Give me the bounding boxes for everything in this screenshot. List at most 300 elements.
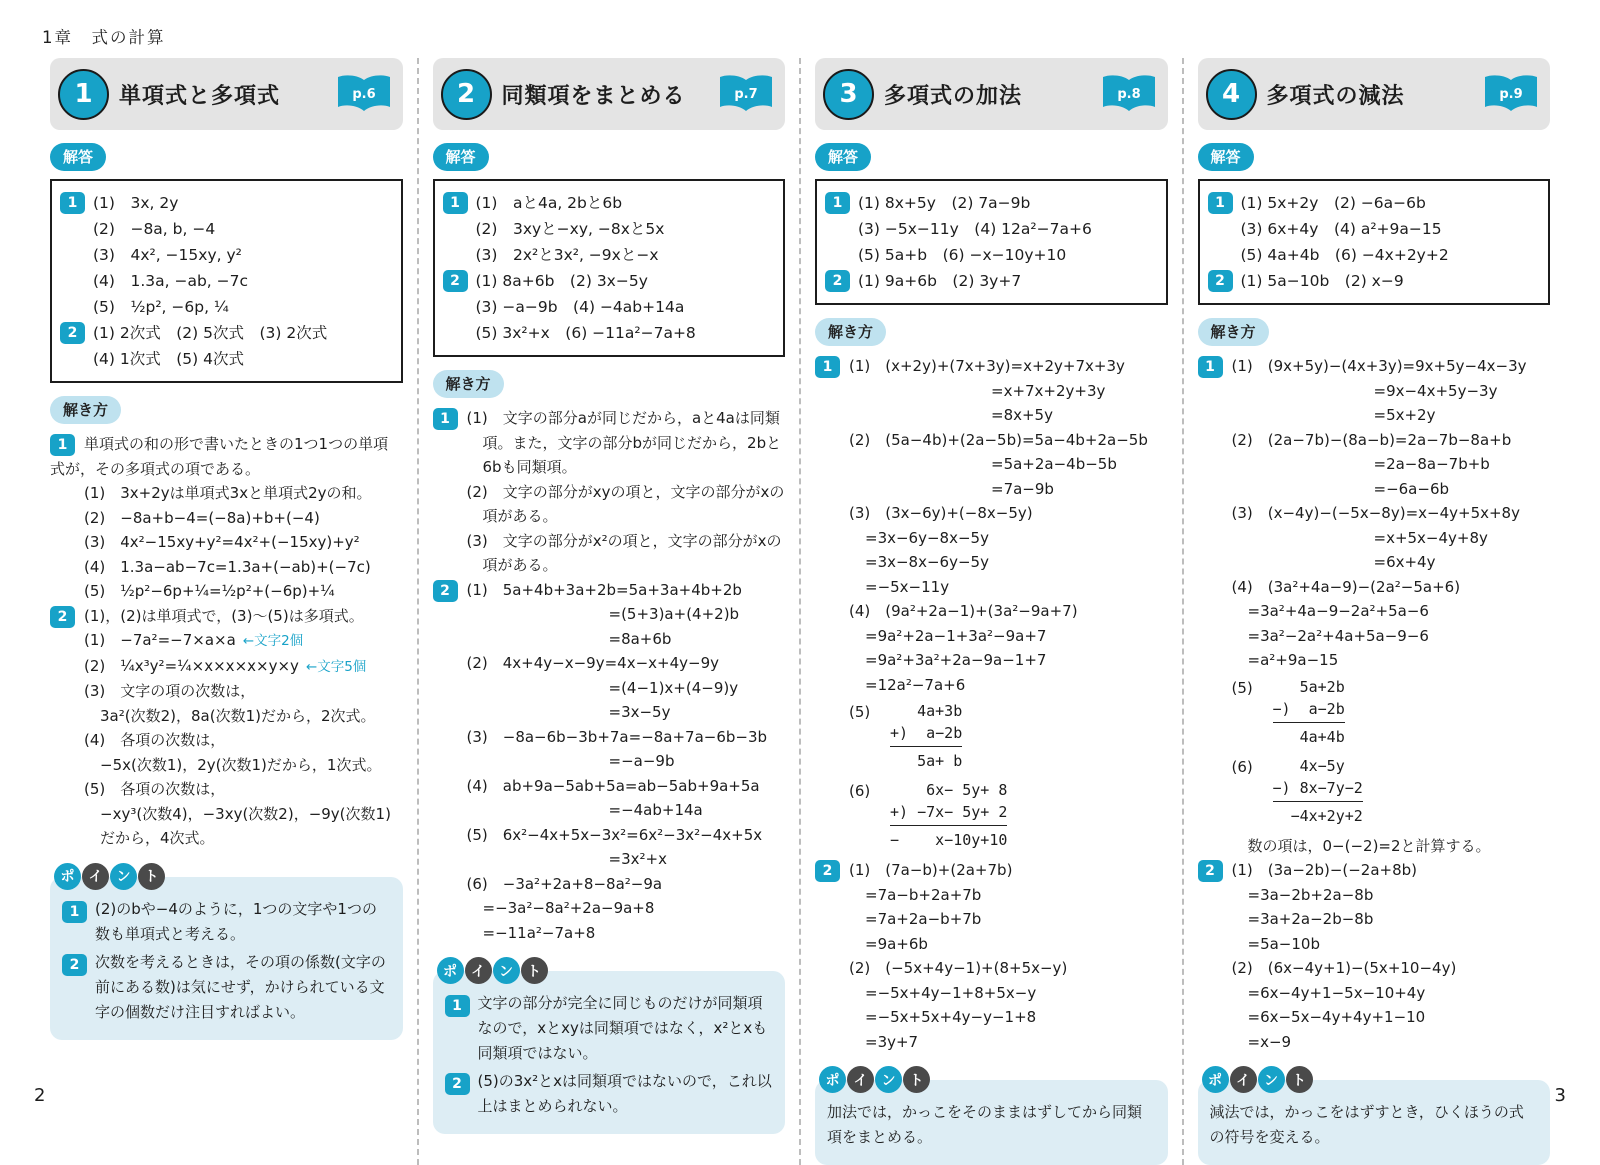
howto-line [815, 599, 1168, 624]
howto-line [865, 883, 1168, 908]
howto-text: =9a+6b [865, 934, 928, 953]
howto-line [609, 602, 786, 627]
howto-line [433, 578, 786, 603]
howto-line [50, 628, 403, 654]
howto-line [433, 529, 786, 578]
answer-row [60, 268, 393, 294]
howto-line [50, 432, 403, 481]
point-item-text: 加法では，かっこをそのままはずしてから同類項をまとめる。 [827, 1103, 1143, 1146]
howto-line [815, 354, 1168, 379]
point-item-badge: 1 [445, 995, 470, 1017]
howto-line [865, 981, 1168, 1006]
problem-number-badge: 1 [815, 356, 840, 378]
howto-text: =2a−8a−7b+b [1373, 455, 1490, 473]
point-letter-icon: ポ [819, 1066, 846, 1093]
howto-text: (3) −8a−6b−3b+7a=−8a+7a−6b−3b [466, 727, 768, 746]
answer-pill-row [815, 143, 1168, 171]
problem-number-badge: 1 [433, 408, 458, 430]
howto-line [100, 704, 403, 729]
howto-text: (2) −8a+b−4=(−8a)+b+(−4) [84, 508, 320, 527]
vertical-calc-table [887, 700, 965, 772]
answer-row [60, 216, 393, 242]
howto-line [1248, 1030, 1551, 1055]
point-item [62, 897, 391, 947]
howto-line [815, 428, 1168, 453]
section-number-circle: 4 [1206, 69, 1257, 120]
howto-text: (1) (x+2y)+(7x+3y)=x+2y+7x+3y [849, 357, 1125, 375]
section-number-circle: 3 [823, 69, 874, 120]
vertical-calc-label: (5) [1231, 678, 1253, 697]
vertical-calc [1198, 755, 1551, 827]
howto-line [100, 802, 403, 827]
point-letter-icon: ン [493, 957, 520, 984]
howto-line [1374, 379, 1551, 404]
howto-text: (1) (3a−2b)−(−2a+8b) [1231, 861, 1418, 879]
answer-text: (1) 2次式 (2) 5次式 (3) 2次式 [93, 324, 328, 342]
problem-number-badge: 1 [60, 192, 85, 214]
section-header [815, 58, 1168, 130]
howto-line [1198, 354, 1551, 379]
howto-section [815, 354, 1168, 1054]
point-letter-icon: ト [138, 863, 165, 890]
howto-text: =3x−6y−8x−5y [865, 528, 989, 547]
vertical-calc-label: (6) [1231, 757, 1253, 776]
howto-line [433, 774, 786, 799]
vertical-calc [815, 779, 1168, 851]
point-letter-icon: ン [110, 863, 137, 890]
vertical-calc-table [887, 779, 1010, 851]
answer-text: (5) 5a+b (6) −x−10y+10 [858, 246, 1067, 264]
howto-text: (1) 文字の部分aが同じだから，aと4aは同類項。また，文字の部分bが同じだから，2bと6bも同類項。 [466, 409, 782, 476]
point-box [50, 877, 403, 1040]
howto-line [483, 921, 786, 946]
howto-text: (2) (2a−7b)−(8a−b)=2a−7b−8a+b [1231, 430, 1512, 449]
howto-line [1248, 981, 1551, 1006]
howto-text: (4) (3a²+4a−9)−(2a²−5a+6) [1231, 577, 1461, 596]
answer-row [443, 294, 776, 320]
point-header [1202, 1066, 1551, 1093]
howto-line [1374, 526, 1551, 551]
answer-row [60, 190, 393, 216]
howto-line [100, 753, 403, 778]
book-icon [335, 73, 393, 115]
howto-text: =3a²−2a²+4a+5a−9−6 [1247, 626, 1429, 645]
vertical-calc-row: − x−10y+10 [890, 831, 1008, 849]
howto-line [1374, 452, 1551, 477]
answer-row [443, 216, 776, 242]
howto-line [865, 648, 1168, 673]
answer-row [60, 320, 393, 346]
answer-pill-row [50, 143, 403, 171]
howto-line [50, 506, 403, 531]
howto-line [433, 406, 786, 480]
answer-row [443, 242, 776, 268]
vertical-calc-row: 4a+3b [917, 702, 963, 720]
point-letter-icon: ン [1258, 1066, 1285, 1093]
point-item-text: (2)のbや−4のように，1つの文字や1つの数も単項式と考える。 [95, 899, 377, 943]
answer-box [433, 179, 786, 357]
howto-text: =8x+5y [991, 406, 1053, 424]
vertical-calc-row: 4a+4b [1299, 727, 1345, 746]
howto-line [433, 823, 786, 848]
answer-row [443, 190, 776, 216]
howto-line [865, 1030, 1168, 1055]
howto-text: (1) 3x+2yは単項式3xと単項式2yの和。 [84, 484, 372, 502]
section-header [433, 58, 786, 130]
point-letter-icon: ト [521, 957, 548, 984]
problem-number-badge: 1 [443, 192, 468, 214]
howto-section [433, 406, 786, 945]
howto-text: =−6a−6b [1373, 479, 1450, 498]
arrow-annotation: ←文字5個 [305, 658, 367, 675]
point-item [827, 1100, 1156, 1150]
howto-text: =7a−b+2a+7b [865, 885, 982, 904]
problem-number-badge: 2 [443, 270, 468, 292]
howto-text: (2) 4x+4y−x−9y=4x−x+4y−9y [466, 654, 720, 672]
answer-row [1208, 216, 1541, 242]
howto-line [50, 530, 403, 555]
answer-box [1198, 179, 1551, 305]
howto-text: =3a²+4a−9−2a²+5a−6 [1247, 602, 1429, 620]
howto-text: (3) 4x²−15xy+y²=4x²+(−15xy)+y² [84, 533, 360, 551]
page-ref-label: p.9 [1499, 87, 1523, 102]
answer-row [825, 242, 1158, 268]
howto-pill-row [815, 318, 1168, 346]
point-item [62, 950, 391, 1025]
howto-text: (2) (5a−4b)+(2a−5b)=5a−4b+2a−5b [849, 430, 1148, 449]
answer-text: (5) ½p², −6p, ¼ [93, 298, 229, 316]
howto-text: (1) 5a+4b+3a+2b=5a+3a+4b+2b [466, 580, 742, 599]
answer-text: (3) 4x², −15xy, y² [93, 246, 242, 264]
howto-text: (4) 1.3a−ab−7c=1.3a+(−ab)+(−7c) [84, 557, 371, 576]
howto-text: (1) (9x+5y)−(4x+3y)=9x+5y−4x−3y [1231, 357, 1527, 375]
howto-text: (3) (3x−6y)+(−8x−5y) [849, 504, 1033, 522]
howto-text: (4) (9a²+2a−1)+(3a²−9a+7) [849, 602, 1078, 620]
point-letter-icon: イ [847, 1066, 874, 1093]
howto-line [50, 679, 403, 704]
point-box [433, 971, 786, 1134]
howto-section-pill: 解き方 [50, 396, 121, 424]
answer-row [825, 268, 1158, 294]
point-letter-icon: ト [1286, 1066, 1313, 1093]
howto-line [1248, 1005, 1551, 1030]
howto-text: (1)，(2)は単項式で，(3)〜(5)は多項式。 [84, 606, 364, 625]
answer-text: (1) 9a+6b (2) 3y+7 [858, 272, 1022, 290]
answer-pill-row [1198, 143, 1551, 171]
howto-text: (5) ½p²−6p+¼=½p²+(−6p)+¼ [84, 582, 335, 600]
howto-line [1248, 907, 1551, 932]
answer-row [1208, 242, 1541, 268]
howto-text: (4) 各項の次数は， [84, 731, 226, 749]
vertical-calc-row: 6x− 5y+ 8 [926, 781, 1008, 799]
point-item [445, 1069, 774, 1119]
section-number-circle: 2 [441, 69, 492, 120]
howto-line [815, 858, 1168, 883]
howto-text: =12a²−7a+6 [865, 675, 966, 694]
howto-text: (4) ab+9a−5ab+5a=ab−5ab+9a+5a [466, 776, 760, 795]
howto-text: =x+5x−4y+8y [1373, 528, 1488, 547]
howto-text: 数の項は，0−(−2)=2と計算する。 [1247, 836, 1491, 855]
howto-text: =9x−4x+5y−3y [1373, 381, 1498, 400]
answer-section-pill: 解答 [433, 143, 489, 171]
point-letter-icon: イ [82, 863, 109, 890]
howto-text: =9a²+2a−1+3a²−9a+7 [865, 626, 1047, 645]
answer-row [825, 216, 1158, 242]
howto-text: だから，4次式。 [100, 829, 215, 847]
vertical-calc-table [1270, 676, 1348, 748]
howto-text: (2) ¼x³y²=¼×x×x×x×y×y [84, 656, 299, 675]
howto-text: (3) 文字の項の次数は， [84, 682, 256, 700]
answer-row [1208, 268, 1541, 294]
vertical-calc-row: −4x+2y+2 [1290, 806, 1363, 825]
howto-line [1248, 599, 1551, 624]
answer-text: (1) 5x+2y (2) −6a−6b [1240, 194, 1426, 212]
problem-number-badge: 2 [815, 860, 840, 882]
howto-line [50, 555, 403, 580]
book-icon [717, 73, 775, 115]
answer-text: (1) 8a+6b (2) 3x−5y [475, 272, 648, 290]
howto-line [50, 579, 403, 604]
point-letter-icon: ン [875, 1066, 902, 1093]
problem-number-badge: 1 [825, 192, 850, 214]
howto-line [1374, 550, 1551, 575]
answer-text: (4) 1次式 (5) 4次式 [93, 350, 244, 368]
answer-row [60, 242, 393, 268]
answer-text: (2) 3xyと−xy, −8xと5x [475, 220, 665, 238]
howto-text: =7a−9b [991, 479, 1054, 498]
howto-line [609, 847, 786, 872]
howto-line [1248, 932, 1551, 957]
howto-section [50, 432, 403, 851]
howto-line [50, 654, 403, 680]
howto-text: =3a+2a−2b−8b [1247, 910, 1374, 928]
howto-line [1248, 648, 1551, 673]
howto-line [991, 403, 1168, 428]
howto-line [991, 452, 1168, 477]
howto-text: (1) (7a−b)+(2a+7b) [849, 861, 1013, 879]
problem-number-badge: 2 [50, 606, 75, 628]
section-title: 多項式の減法 [1266, 83, 1405, 109]
point-letter-icon: ポ [1202, 1066, 1229, 1093]
howto-line [815, 501, 1168, 526]
problem-number-badge: 2 [433, 580, 458, 602]
howto-text: (6) −3a²+2a+8−8a²−9a [466, 874, 663, 893]
howto-pill-row [50, 396, 403, 424]
column-4 [1182, 58, 1565, 1165]
answer-text: (3) −a−9b (4) −4ab+14a [475, 298, 685, 316]
howto-line [865, 932, 1168, 957]
problem-number-badge: 1 [50, 434, 75, 456]
arrow-annotation: ←文字2個 [242, 633, 304, 649]
howto-text: =3x−8x−6y−5y [865, 553, 989, 571]
howto-line [609, 749, 786, 774]
howto-line [100, 826, 403, 851]
howto-text: =−4ab+14a [608, 801, 703, 819]
howto-section-pill: 解き方 [1198, 318, 1269, 346]
howto-text: =3x−5y [608, 703, 671, 721]
howto-text: 単項式の和の形で書いたときの1つ1つの単項式が，その多項式の項である。 [50, 435, 389, 478]
section-title: 多項式の加法 [884, 83, 1023, 109]
vertical-calc-row: 4x−5y [1299, 756, 1363, 775]
vertical-calc-row: 5a+ b [917, 752, 963, 770]
howto-text: (5) 各項の次数は， [84, 780, 226, 798]
vertical-calc-row: +) −7x− 5y+ 2 [890, 801, 1007, 826]
answer-text: (3) −5x−11y (4) 12a²−7a+6 [858, 220, 1092, 238]
answer-text: (4) 1.3a, −ab, −7c [93, 272, 249, 290]
vertical-calc-label: (6) [849, 782, 871, 800]
answer-section-pill: 解答 [50, 143, 106, 171]
howto-text: (2) (6x−4y+1)−(5x+10−4y) [1231, 959, 1457, 977]
howto-text: −5x(次数1)，2y(次数1)だから，1次式。 [100, 755, 382, 774]
problem-number-badge: 1 [1208, 192, 1233, 214]
howto-line [433, 651, 786, 676]
howto-text: =x−9 [1247, 1032, 1292, 1051]
point-header [819, 1066, 1168, 1093]
page-number-left: 2 [34, 1085, 46, 1106]
howto-text: =6x−5x−4y+4y+1−10 [1247, 1008, 1426, 1026]
howto-line [865, 624, 1168, 649]
point-letter-icon: ポ [437, 957, 464, 984]
howto-line [991, 379, 1168, 404]
answer-text: (5) 4a+4b (6) −4x+2y+2 [1240, 246, 1449, 264]
section-header [1198, 58, 1551, 130]
howto-line [1198, 428, 1551, 453]
howto-text: =5a+2a−4b−5b [991, 455, 1117, 473]
howto-section [1198, 354, 1551, 1054]
howto-text: =−3a²−8a²+2a−9a+8 [482, 899, 655, 917]
howto-line [1248, 883, 1551, 908]
point-letter-icon: イ [1230, 1066, 1257, 1093]
howto-line [50, 604, 403, 629]
howto-line [865, 1005, 1168, 1030]
answer-text: (1) 5a−10b (2) x−9 [1240, 272, 1404, 290]
vertical-calc [815, 700, 1168, 772]
howto-line [609, 700, 786, 725]
howto-text: =5a−10b [1247, 934, 1320, 953]
howto-line [1198, 858, 1551, 883]
howto-line [1248, 624, 1551, 649]
vertical-calc-row: 5a+2b [1299, 677, 1345, 696]
point-header [54, 863, 403, 890]
howto-section-pill: 解き方 [433, 370, 504, 398]
howto-text: (2) (−5x+4y−1)+(8+5x−y) [849, 959, 1068, 977]
howto-text: (3) 文字の部分がx²の項と，文字の部分がxの項がある。 [466, 531, 782, 574]
book-icon [1482, 73, 1540, 115]
howto-text: (3) (x−4y)−(−5x−8y)=x−4y+5x+8y [1231, 504, 1520, 522]
howto-line [433, 725, 786, 750]
point-header [437, 957, 786, 984]
howto-line [1198, 575, 1551, 600]
howto-text: =5x+2y [1373, 406, 1436, 424]
howto-text: (2) 文字の部分がxyの項と，文字の部分がxの項がある。 [466, 482, 785, 525]
columns-container [36, 58, 1564, 1165]
howto-pill-row [1198, 318, 1551, 346]
column-2 [417, 58, 800, 1165]
page-number-right: 3 [1554, 1085, 1566, 1106]
howto-line [865, 907, 1168, 932]
howto-text: −xy³(次数4)，−3xy(次数2)，−9y(次数1) [100, 804, 391, 823]
howto-line [1198, 956, 1551, 981]
vertical-calc-row: −) 8x−7y−2 [1273, 777, 1363, 802]
page-ref-label: p.8 [1116, 87, 1141, 102]
problem-number-badge: 2 [825, 270, 850, 292]
point-item-text: 減法では，かっこをはずすとき，ひくほうの式の符号を変える。 [1209, 1103, 1524, 1146]
point-item-text: 次数を考えるときは，その項の係数(文字の前にある数)は気にせず，かけられている文字の個数だけ注目すればよい。 [95, 952, 386, 1021]
point-item-badge: 2 [445, 1073, 470, 1095]
howto-text: =7a+2a−b+7b [865, 910, 982, 928]
answer-section-pill: 解答 [815, 143, 871, 171]
vertical-calc-table [1270, 755, 1366, 827]
howto-line [433, 872, 786, 897]
point-item-badge: 1 [62, 901, 87, 923]
howto-text: =8a+6b [608, 629, 672, 648]
chapter-label: 1章 式の計算 [42, 28, 166, 47]
vertical-calc-row: −) a−2b [1273, 698, 1345, 723]
howto-line [1248, 834, 1551, 859]
point-item-text: (5)の3x²とxは同類項ではないので，これ以上はまとめられない。 [477, 1072, 772, 1115]
book-icon [1100, 73, 1158, 115]
problem-number-badge: 2 [1208, 270, 1233, 292]
howto-line [50, 728, 403, 753]
section-title: 単項式と多項式 [119, 83, 281, 109]
section-header [50, 58, 403, 130]
howto-text: 3a²(次数2)，8a(次数1)だから，2次式。 [100, 706, 376, 725]
answer-pill-row [433, 143, 786, 171]
howto-line [1198, 501, 1551, 526]
howto-text: =9a²+3a²+2a−9a−1+7 [865, 651, 1047, 669]
howto-line [609, 798, 786, 823]
howto-line [50, 481, 403, 506]
point-item-text: 文字の部分が完全に同じものだけが同類項なので，xとxyは同類項ではなく，x²とxも同類項ではない。 [477, 994, 768, 1062]
howto-text: =6x+4y [1373, 553, 1436, 571]
answer-text: (3) 2x²と3x², −9xと−x [475, 246, 659, 264]
vertical-calc [1198, 676, 1551, 748]
answer-text: (2) −8a, b, −4 [93, 220, 216, 238]
howto-text: =−a−9b [608, 752, 675, 770]
point-item-badge: 2 [62, 954, 87, 976]
howto-line [865, 550, 1168, 575]
howto-text: =−5x+4y−1+8+5x−y [865, 983, 1037, 1002]
page-ref-label: p.7 [734, 87, 758, 102]
point-item [445, 991, 774, 1066]
vertical-calc-label: (5) [849, 703, 871, 721]
point-letter-icon: ポ [54, 863, 81, 890]
answer-section-pill: 解答 [1198, 143, 1254, 171]
answer-row [1208, 190, 1541, 216]
howto-text: =a²+9a−15 [1247, 651, 1339, 669]
howto-text: =3a−2b+2a−8b [1247, 885, 1374, 904]
section-title: 同類項をまとめる [501, 83, 686, 109]
howto-text: =3y+7 [865, 1032, 919, 1051]
answer-box [50, 179, 403, 383]
howto-line [609, 676, 786, 701]
howto-line [991, 477, 1168, 502]
page-ref-label: p.6 [351, 87, 376, 102]
answer-row [443, 268, 776, 294]
howto-text: =3x²+x [608, 850, 667, 868]
howto-text: (5) 6x²−4x+5x−3x²=6x²−3x²−4x+5x [466, 825, 763, 844]
howto-line [609, 627, 786, 652]
howto-line [1374, 403, 1551, 428]
howto-text: =−5x+5x+4y−y−1+8 [865, 1008, 1037, 1026]
problem-number-badge: 1 [1198, 356, 1223, 378]
problem-number-badge: 2 [1198, 860, 1223, 882]
answer-row [60, 346, 393, 372]
howto-line [433, 480, 786, 529]
howto-line [1374, 477, 1551, 502]
howto-line [483, 896, 786, 921]
answer-text: (3) 6x+4y (4) a²+9a−15 [1240, 220, 1442, 238]
